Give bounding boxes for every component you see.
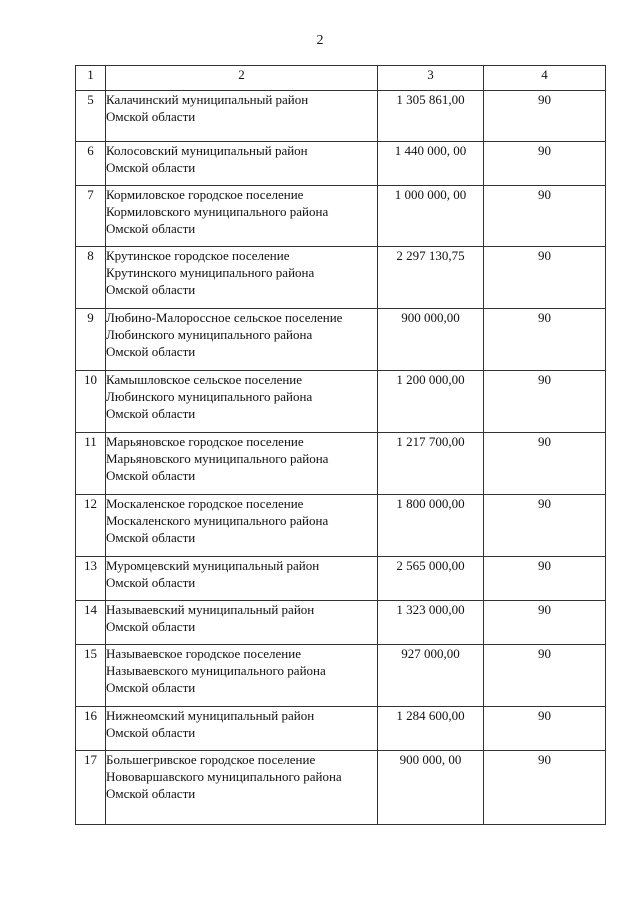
page-number: 2 — [316, 33, 324, 48]
municipality-name-line: Любинского муниципального района — [106, 327, 313, 342]
row-number: 11 — [76, 433, 106, 495]
co-financing-percent: 90 — [484, 495, 606, 557]
table-row — [76, 433, 606, 495]
table-row — [76, 645, 606, 707]
co-financing-percent: 90 — [484, 557, 606, 601]
table-header-row — [76, 66, 606, 91]
municipality-name — [106, 371, 378, 433]
subsidy-amount: 1 284 600,00 — [378, 707, 484, 751]
municipality-name-line: Нижнеомский муниципальный район — [106, 708, 315, 723]
co-financing-percent: 90 — [484, 186, 606, 247]
co-financing-percent: 90 — [484, 247, 606, 309]
municipality-name-line: Омской области — [106, 406, 196, 421]
co-financing-percent: 90 — [484, 645, 606, 707]
municipality-name-line: Омской области — [106, 619, 196, 634]
table-row — [76, 91, 606, 142]
municipality-name-line: Омской области — [106, 468, 196, 483]
municipality-name-line: Омской области — [106, 282, 196, 297]
municipality-name — [106, 495, 378, 557]
municipality-name-line: Омской области — [106, 725, 196, 740]
row-number: 7 — [76, 186, 106, 247]
municipality-name-line: Любинского муниципального района — [106, 389, 313, 404]
row-number: 15 — [76, 645, 106, 707]
municipality-name-line: Омской области — [106, 221, 196, 236]
co-financing-percent: 90 — [484, 601, 606, 645]
subsidy-amount: 2 297 130,75 — [378, 247, 484, 309]
municipality-name — [106, 751, 378, 825]
subsidy-amount: 1 305 861,00 — [378, 91, 484, 142]
municipality-name-line: Называевский муниципальный район — [106, 602, 315, 617]
subsidy-amount: 900 000,00 — [378, 309, 484, 371]
column-header-4: 4 — [484, 66, 606, 91]
row-number: 10 — [76, 371, 106, 433]
column-header-2: 2 — [106, 66, 378, 91]
municipality-name-line: Большегривское городское поселение — [106, 752, 316, 767]
municipality-name-line: Омской области — [106, 575, 196, 590]
table-row — [76, 751, 606, 825]
table-row — [76, 601, 606, 645]
subsidy-amount: 927 000,00 — [378, 645, 484, 707]
municipality-name — [106, 707, 378, 751]
municipality-name-line: Омской области — [106, 786, 196, 801]
co-financing-percent: 90 — [484, 751, 606, 825]
municipality-name-line: Камышловское сельское поселение — [106, 372, 303, 387]
row-number: 9 — [76, 309, 106, 371]
row-number: 14 — [76, 601, 106, 645]
row-number: 12 — [76, 495, 106, 557]
table-row — [76, 495, 606, 557]
municipality-name-line: Называевского муниципального района — [106, 663, 326, 678]
municipality-name — [106, 601, 378, 645]
municipality-name-line: Крутинского муниципального района — [106, 265, 315, 280]
subsidy-table — [75, 65, 606, 825]
municipality-name-line: Омской области — [106, 530, 196, 545]
column-header-1: 1 — [76, 66, 106, 91]
municipality-name-line: Нововаршавского муниципального района — [106, 769, 342, 784]
municipality-name-line: Кормиловского муниципального района — [106, 204, 329, 219]
row-number: 16 — [76, 707, 106, 751]
municipality-name-line: Колосовский муниципальный район — [106, 143, 308, 158]
subsidy-amount: 1 323 000,00 — [378, 601, 484, 645]
municipality-name-line: Омской области — [106, 109, 196, 124]
subsidy-amount: 2 565 000,00 — [378, 557, 484, 601]
table-body — [76, 91, 606, 825]
subsidy-amount: 1 217 700,00 — [378, 433, 484, 495]
row-number: 13 — [76, 557, 106, 601]
row-number: 17 — [76, 751, 106, 825]
subsidy-amount: 1 440 000, 00 — [378, 142, 484, 186]
table-row — [76, 186, 606, 247]
subsidy-amount: 1 000 000, 00 — [378, 186, 484, 247]
row-number: 5 — [76, 91, 106, 142]
municipality-name-line: Марьяновское городское поселение — [106, 434, 304, 449]
municipality-name-line: Калачинский муниципальный район — [106, 92, 309, 107]
municipality-name-line: Любино-Малороссное сельское поселение — [106, 310, 343, 325]
table-row — [76, 309, 606, 371]
municipality-name — [106, 186, 378, 247]
table-row — [76, 557, 606, 601]
municipality-name-line: Называевское городское поселение — [106, 646, 301, 661]
table-row — [76, 247, 606, 309]
co-financing-percent: 90 — [484, 91, 606, 142]
municipality-name-line: Москаленское городское поселение — [106, 496, 304, 511]
subsidy-amount: 900 000, 00 — [378, 751, 484, 825]
municipality-name-line: Крутинское городское поселение — [106, 248, 290, 263]
co-financing-percent: 90 — [484, 142, 606, 186]
municipality-name — [106, 142, 378, 186]
table-row — [76, 707, 606, 751]
co-financing-percent: 90 — [484, 707, 606, 751]
municipality-name-line: Омской области — [106, 160, 196, 175]
column-header-3: 3 — [378, 66, 484, 91]
municipality-name-line: Кормиловское городское поселение — [106, 187, 304, 202]
municipality-name-line: Марьяновского муниципального района — [106, 451, 329, 466]
co-financing-percent: 90 — [484, 309, 606, 371]
municipality-name — [106, 247, 378, 309]
municipality-name-line: Омской области — [106, 680, 196, 695]
municipality-name — [106, 557, 378, 601]
subsidy-amount: 1 800 000,00 — [378, 495, 484, 557]
municipality-name — [106, 645, 378, 707]
municipality-name — [106, 309, 378, 371]
municipality-name-line: Москаленского муниципального района — [106, 513, 329, 528]
subsidy-amount: 1 200 000,00 — [378, 371, 484, 433]
co-financing-percent: 90 — [484, 433, 606, 495]
row-number: 6 — [76, 142, 106, 186]
table-row — [76, 371, 606, 433]
co-financing-percent: 90 — [484, 371, 606, 433]
municipality-name — [106, 433, 378, 495]
row-number: 8 — [76, 247, 106, 309]
municipality-name — [106, 91, 378, 142]
municipality-name-line: Омской области — [106, 344, 196, 359]
municipality-name-line: Муромцевский муниципальный район — [106, 558, 320, 573]
table-row — [76, 142, 606, 186]
